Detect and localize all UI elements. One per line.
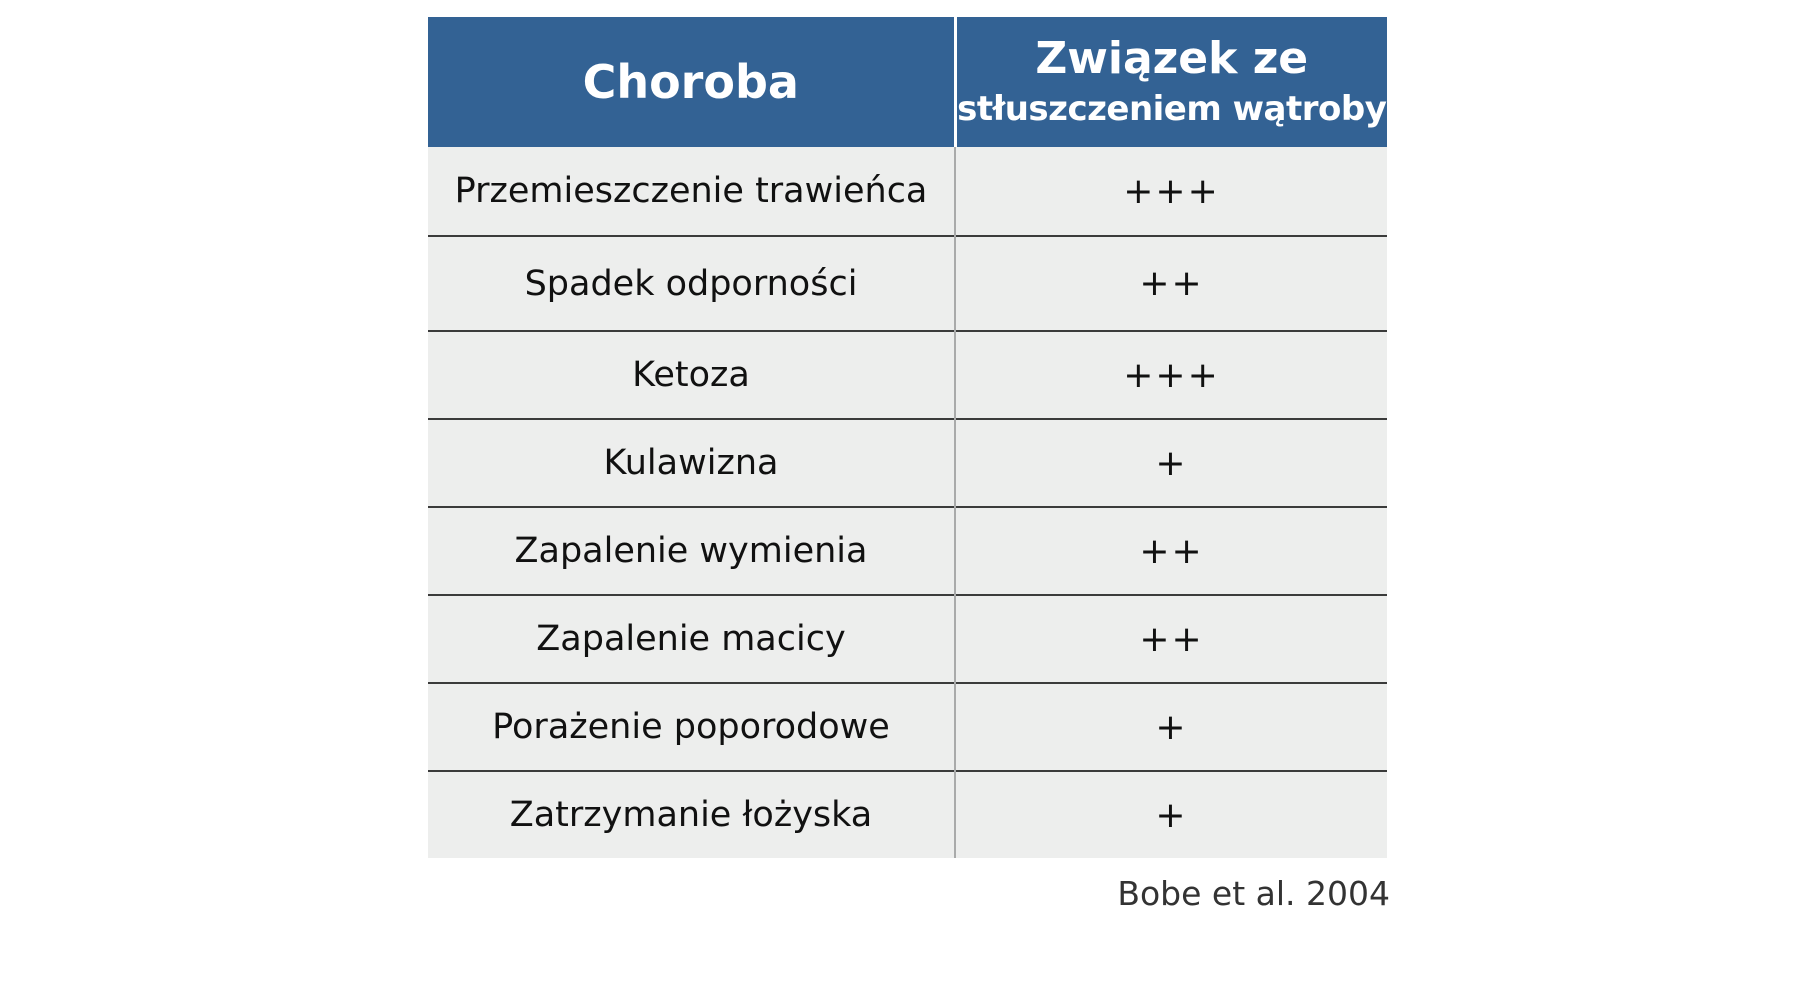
table-row — [428, 147, 1387, 236]
disease-cell: Spadek odporności — [428, 236, 955, 331]
relation-cell: + — [955, 771, 1387, 858]
header-row — [428, 17, 1387, 147]
table-row — [428, 507, 1387, 595]
table-row — [428, 236, 1387, 331]
table-row — [428, 683, 1387, 771]
disease-cell: Zatrzymanie łożyska — [428, 771, 955, 858]
disease-cell: Zapalenie wymienia — [428, 507, 955, 595]
header-relation-line2: stłuszczeniem wątroby — [957, 89, 1387, 129]
disease-cell: Kulawizna — [428, 419, 955, 507]
table-row — [428, 771, 1387, 858]
disease-table — [428, 17, 1387, 858]
table-row — [428, 331, 1387, 419]
relation-cell: ++ — [955, 236, 1387, 331]
source-citation: Bobe et al. 2004 — [1117, 874, 1390, 913]
header-disease: Choroba — [428, 17, 955, 147]
relation-cell: + — [955, 683, 1387, 771]
disease-cell: Ketoza — [428, 331, 955, 419]
disease-cell: Zapalenie macicy — [428, 595, 955, 683]
disease-table-container — [428, 17, 1387, 858]
relation-cell: + — [955, 419, 1387, 507]
disease-cell: Porażenie poporodowe — [428, 683, 955, 771]
table-row — [428, 419, 1387, 507]
relation-cell: ++ — [955, 507, 1387, 595]
table-row — [428, 595, 1387, 683]
header-relation — [955, 17, 1387, 147]
disease-cell: Przemieszczenie trawieńca — [428, 147, 955, 236]
relation-cell: +++ — [955, 147, 1387, 236]
relation-cell: +++ — [955, 331, 1387, 419]
header-relation-line1: Związek ze — [1035, 33, 1309, 84]
relation-cell: ++ — [955, 595, 1387, 683]
